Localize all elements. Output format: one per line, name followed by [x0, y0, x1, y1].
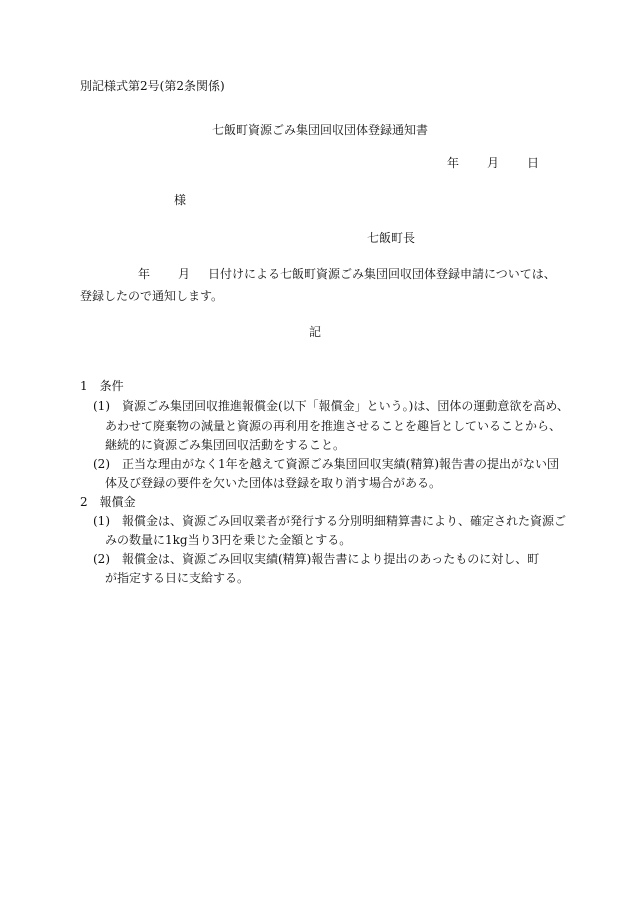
item-line: (2) 報償金は、資源ごみ回収実績(精算)報告書により提出のあったものに対し、町: [93, 552, 540, 566]
section-heading: 2 報償金: [80, 495, 136, 509]
ki-marker: 記: [309, 325, 322, 339]
date-year: 年: [447, 156, 460, 170]
item-line: みの数量に1kg当り3円を乗じた金額とする。: [105, 533, 352, 547]
recipient-suffix: 様: [174, 193, 187, 207]
body-line-1: [138, 266, 556, 282]
body-line-2: 登録したので通知します。: [80, 289, 224, 303]
date-month: 月: [487, 156, 500, 170]
form-number: 別記様式第2号(第2条関係): [80, 79, 225, 93]
body-line1-text: 日付けによる七飯町資源ごみ集団回収団体登録申請については、: [208, 267, 556, 281]
item-line: (1) 資源ごみ集団回収推進報償金(以下「報償金」という。)は、団体の運動意欲を高め、: [93, 399, 569, 413]
item-line: あわせて廃棄物の減量と資源の再利用を推進させることを趣旨としていることから、: [105, 419, 562, 433]
section-heading: 1 条件: [80, 379, 124, 393]
date-line: [447, 155, 539, 171]
date-day: 日: [527, 156, 540, 170]
issuer: 七飯町長: [367, 231, 416, 245]
body-month: 月: [178, 267, 191, 281]
item-line: が指定する日に支給する。: [105, 571, 250, 585]
item-line: (2) 正当な理由がなく1年を越えて資源ごみ集団回収実績(精算)報告書の提出がない団: [93, 457, 559, 471]
item-line: 継続的に資源ごみ集団回収活動をすること。: [105, 438, 346, 452]
body-year: 年: [138, 267, 151, 281]
item-line: (1) 報償金は、資源ごみ回収業者が発行する分別明細精算書により、確定された資源ご: [93, 514, 567, 528]
document-title: 七飯町資源ごみ集団回収団体登録通知書: [212, 123, 429, 137]
item-line: 体及び登録の要件を欠いた団体は登録を取り消す場合がある。: [105, 476, 442, 490]
